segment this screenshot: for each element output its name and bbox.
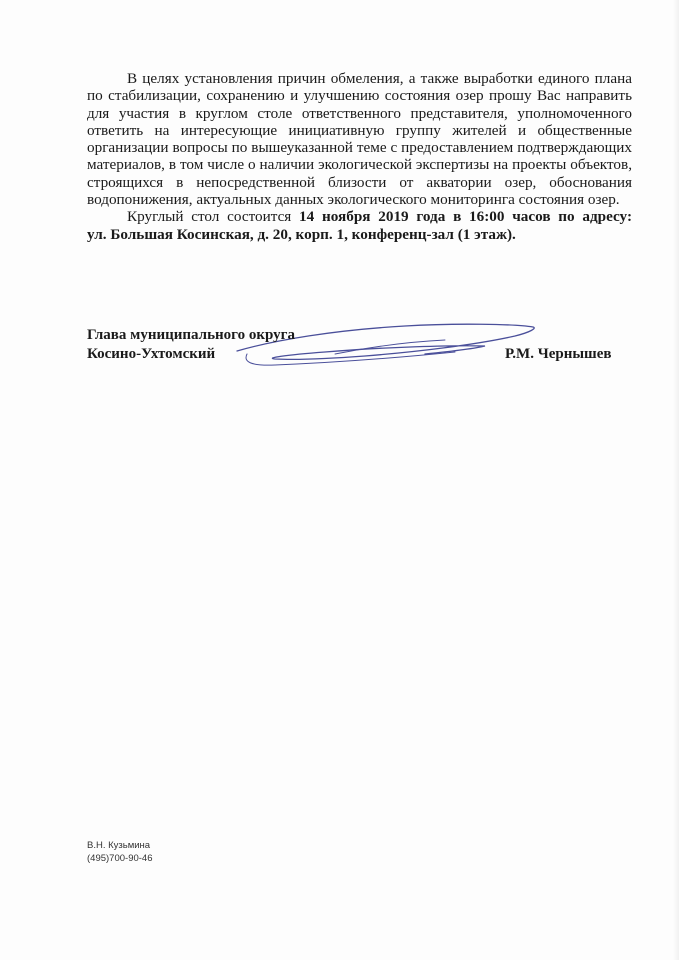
executor-block [87, 839, 153, 865]
executor-phone: (495)700-90-46 [87, 853, 153, 864]
paragraph-roundtable [87, 208, 632, 225]
signatory-title-line2: Косино-Ухтомский [87, 346, 216, 362]
executor-name: В.Н. Кузьмина [87, 840, 151, 851]
roundtable-datetime: 14 ноября 2019 года в 16:00 часов по адресу: [299, 208, 633, 226]
letter-body [87, 70, 632, 243]
signatory-name: Р.М. Чернышев [505, 346, 612, 362]
roundtable-intro: Круглый стол состоится [127, 208, 300, 226]
signatory-title-line1: Глава муниципального округа [87, 327, 295, 343]
paragraph-purpose: В целях установления причин обмеления, а также выработки единого плана по стабилизации, сохранению и улучшению состояния озер прошу Вас направить для участия в круглом столе ответственного представителя, уполномоченного ответить на интересующие инициативную группу жителей и общественные организации вопросы по вышеуказанной теме с предоставлением подтверждающих материалов, в том числе о наличии экологической экспертизы на проекты объектов, строящихся в непосредственной близости от акватории озер, обоснования водопонижения, актуальных данных экологического мониторинга состояния озер. [87, 70, 632, 209]
paragraph-address [87, 226, 632, 243]
roundtable-address: ул. Большая Косинская, д. 20, корп. 1, конференц-зал (1 этаж). [87, 225, 516, 243]
signatory-title [87, 326, 295, 364]
page-edge-shadow [673, 0, 679, 960]
